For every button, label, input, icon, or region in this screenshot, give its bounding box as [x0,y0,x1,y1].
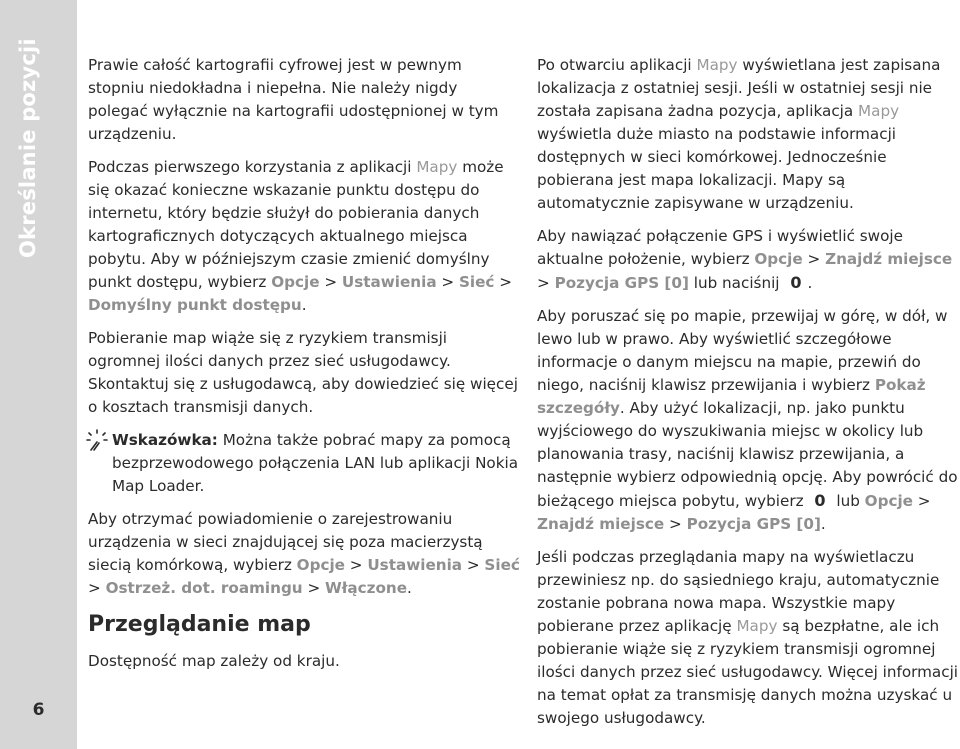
paragraph-gps [537,225,960,295]
menu-opcje: Opcje [296,556,345,574]
menu-pozycja-gps: Pozycja GPS [0] [686,515,821,533]
text: Jeśli podczas przeglądania mapy na wyświetlaczu przewiniesz np. do sąsiedniego kraju, automatycznie zostanie pobrana nowa mapa. Wszystkie mapy pobierane przez aplikację [537,548,940,635]
menu-ustawienia: Ustawienia [341,273,437,291]
paragraph-first-use [88,156,520,317]
separator: > [802,250,826,268]
menu-domyslny-punkt: Domyślny punkt dostępu [88,296,302,314]
text: Aby poruszać się po mapie, przewijaj w górę, w dół, w lewo lub w prawo. Aby wyświetlić szczegółowe informacje o danym miejscu na mapie, przewiń do niego, naciśnij klawisz przewijania i wybierz [537,307,948,394]
menu-opcje: Opcje [754,250,803,268]
separator: > [664,515,687,533]
separator: > [494,273,512,291]
tip-label: Wskazówka: [112,431,218,449]
app-name-mapy: Mapy [736,617,778,635]
paragraph-accuracy: Prawie całość kartografii cyfrowej jest w pewnym stopniu niedokładna i niepełna. Nie należy nigdy polegać wyłącznie na kartografii udostępnionej w tym urządzeniu. [88,56,499,143]
separator: > [302,579,326,597]
paragraph-data-cost: Pobieranie map wiąże się z ryzykiem transmisji ogromnej ilości danych przez sieć usługodawcy. Skontaktuj się z usługodawcą, aby dowiedzieć się więcej o kosztach transmisji danych. [88,329,518,416]
menu-znajdz-miejsce: Znajdź miejsce [537,515,665,533]
separator: > [462,556,485,574]
paragraph-open-maps [537,54,960,215]
menu-ostrzez-roaming: Ostrzeż. dot. roamingu [105,579,303,597]
text: Aby nawiązać połączenie GPS i wyświetlić swoje aktualne położenie, wybierz [537,227,903,268]
menu-pozycja-gps: Pozycja GPS [0] [554,274,689,292]
right-column [537,54,960,740]
tip-block [88,429,520,498]
text: są bezpłatne, ale ich pobieranie wiąże się z ryzykiem transmisji ogromnej ilości danych przez sieć usługodawcy. Więcej informacji na temat opłat za transmisję danych można uzyskać u swojego usługodawcy. [537,617,959,727]
paragraph-availability: Dostępność map zależy od kraju. [88,652,340,670]
text: . Aby użyć lokalizacji, np. jako punktu wyjściowego do wyszukiwania miejsc w okolicy lub planowania trasy, naciśnij klawisz przewijania, a następnie wybierz odpowiednią opcję. Aby powrócić do bieżącego miejsca pobytu, wybierz [537,399,958,510]
app-name-mapy: Mapy [696,56,738,74]
app-name-mapy: Mapy [858,102,900,120]
separator: > [344,556,368,574]
text: może się okazać konieczne wskazanie punktu dostępu do internetu, który będzie służył do pobierania danych kartograficznych dotyczących aktualnego miejsca pobytu. Aby w późniejszym czasie zmienić domyślny punkt dostępu, wybierz [88,158,504,291]
tip-text: Można także pobrać mapy za pomocą bezprzewodowego połączenia LAN lub aplikacji Nokia Map Loader. [112,431,519,495]
menu-siec: Sieć [458,273,495,291]
menu-opcje: Opcje [271,273,320,291]
section-heading: Przeglądanie map [88,612,311,637]
menu-znajdz-miejsce: Znajdź miejsce [825,250,953,268]
key-zero-icon: 0 [790,273,802,292]
paragraph-roaming [88,508,520,600]
separator: > [537,274,555,292]
period: . [807,274,813,292]
app-name-mapy: Mapy [416,158,458,176]
paragraph-free-maps [537,546,960,730]
menu-siec: Sieć [484,556,520,574]
period: . [407,579,412,597]
text: wyświetlana jest zapisana lokalizacja z ostatniej sesji. Jeśli w ostatniej sesji nie została zapisana żadna pozycja, aplikacja [537,56,941,120]
lightbulb-icon [86,429,108,451]
paragraph-navigate [537,305,960,536]
separator: > [88,579,106,597]
key-zero-icon: 0 [814,491,826,510]
left-column [88,54,520,683]
separator: > [319,273,342,291]
separator: > [912,492,931,510]
menu-wlaczone: Włączone [325,579,408,597]
chapter-sidebar [0,0,77,749]
text: Podczas pierwszego korzystania z aplikacji [88,158,417,176]
page-number: 6 [32,700,45,720]
text: Po otwarciu aplikacji [537,56,697,74]
menu-opcje: Opcje [864,492,913,510]
chapter-title: Określanie pozycji [16,38,40,258]
menu-pokaz-szczegoly: Pokaż szczegóły [537,376,926,417]
period: . [301,296,307,314]
text: wyświetla duże miasto na podstawie informacji dostępnych w sieci komórkowej. Jednocześnie pobierana jest mapa lokalizacji. Mapy są automatycznie zapisywane w urządzeniu. [537,125,897,212]
text: lub naciśnij [688,274,785,292]
text: lub [831,492,865,510]
text: Aby otrzymać powiadomienie o zarejestrowaniu urządzenia w sieci znajdującej się poza macierzystą siecią komórkową, wybierz [88,510,483,574]
period: . [820,515,826,533]
separator: > [436,273,459,291]
menu-ustawienia: Ustawienia [367,556,463,574]
